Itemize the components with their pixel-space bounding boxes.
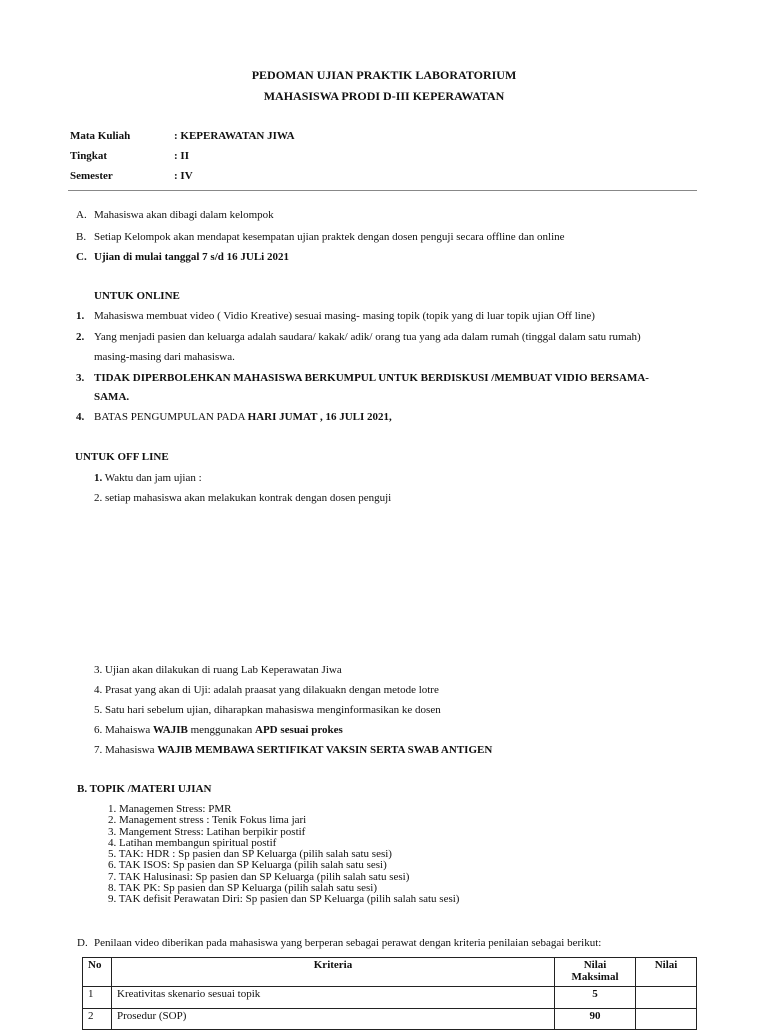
section-d-text: Penilaan video diberikan pada mahasiswa yang berperan sebagai perawat dengan kriteria penilaian sebagai berikut:: [94, 937, 602, 949]
offline-item-4: [94, 684, 439, 696]
offline-item-5-num: 5.: [94, 704, 103, 716]
row-max: 5: [555, 987, 636, 1009]
offline-item-5-text: Satu hari sebelum ujian, diharapkan mahasiswa menginformasikan ke dosen: [102, 704, 441, 716]
table-header-row: [83, 958, 697, 987]
item-c-text: Ujian di mulai tanggal 7 s/d 16 JULi 2021: [94, 251, 289, 263]
offline-item-2: [94, 492, 391, 504]
online-item-3-text-cont: SAMA.: [94, 391, 130, 403]
section-d-marker: D.: [77, 937, 88, 949]
topik-item: 4. Latihan membangun spiritual postif: [108, 836, 277, 849]
document-title-line1: PEDOMAN UJIAN PRAKTIK LABORATORIUM: [251, 68, 517, 82]
offline-item-4-num: 4.: [94, 684, 103, 696]
row-max: 90: [555, 1009, 636, 1030]
header-no: No: [83, 958, 112, 987]
online-item-4-text: [94, 411, 392, 423]
online-item-1-text: Mahasiswa membuat video ( Vidio Kreative) sesuai masing- masing topik (topik yang di luar topik ujian Off line): [94, 310, 595, 322]
header-kriteria: Kriteria: [112, 958, 555, 987]
meta-value-semester: : IV: [174, 170, 193, 182]
header-nilai-maksimal: [555, 958, 636, 987]
offline-item-1-text: Waktu dan jam ujian :: [102, 472, 202, 484]
row-nilai: [636, 987, 697, 1009]
table-row: [83, 987, 697, 1009]
topik-heading: B. TOPIK /MATERI UJIAN: [77, 783, 212, 795]
topik-item: 6. TAK ISOS: Sp pasien dan SP Keluarga (pilih salah satu sesi): [108, 859, 387, 872]
offline-item-1: [94, 472, 202, 484]
offline-item-6-text: Mahaiswa: [102, 724, 153, 736]
offline-item-4-text: Prasat yang akan di Uji: adalah praasat yang dilakuakn dengan metode lotre: [102, 684, 439, 696]
row-no: 2: [83, 1009, 112, 1030]
meta-label-mata-kuliah: Mata Kuliah: [70, 130, 131, 142]
online-item-1-num: 1.: [76, 310, 85, 322]
online-heading: UNTUK ONLINE: [94, 290, 180, 302]
offline-item-2-num: 2.: [94, 492, 103, 504]
meta-label-semester: Semester: [70, 170, 113, 182]
offline-item-3: [94, 664, 342, 676]
item-b-text: Setiap Kelompok akan mendapat kesempatan ujian praktek dengan dosen penguji secara offline dan online: [94, 231, 565, 243]
offline-item-1-num: 1.: [94, 472, 103, 484]
meta-label-tingkat: Tingkat: [70, 150, 108, 162]
item-a-marker: A.: [76, 209, 87, 221]
topik-item: 8. TAK PK: Sp pasien dan SP Keluarga (pilih salah satu sesi): [108, 882, 378, 895]
item-b-marker: B.: [76, 231, 87, 243]
table-row: [83, 1009, 697, 1030]
online-item-3-num: 3.: [76, 372, 85, 384]
online-item-4-deadline: HARI JUMAT , 16 JULI 2021,: [247, 411, 392, 423]
item-a-text: Mahasiswa akan dibagi dalam kelompok: [94, 209, 274, 221]
criteria-table: [82, 957, 697, 1030]
topik-item: 2. Management stress : Tenik Fokus lima jari: [108, 814, 307, 827]
row-kriteria: Prosedur (SOP): [112, 1009, 555, 1030]
offline-item-6: [94, 724, 343, 736]
online-item-4-num: 4.: [76, 411, 85, 423]
offline-item-3-text: Ujian akan dilakukan di ruang Lab Keperawatan Jiwa: [102, 664, 342, 676]
topik-item: 9. TAK defisit Perawatan Diri: Sp pasien dan SP Keluarga (pilih salah satu sesi): [108, 893, 460, 906]
meta-value-tingkat: : II: [174, 150, 189, 162]
online-item-4-plain: BATAS PENGUMPULAN PADA: [94, 411, 248, 423]
offline-item-6-text2: menggunakan: [187, 724, 256, 736]
offline-heading: UNTUK OFF LINE: [75, 451, 169, 463]
header-divider: [68, 190, 697, 191]
online-item-2-text: Yang menjadi pasien dan keluarga adalah saudara/ kakak/ adik/ orang tua yang ada dalam rumah (tinggal dalam satu rumah): [94, 331, 641, 343]
item-c-marker: C.: [76, 251, 87, 263]
online-item-2-text-cont: masing-masing dari mahasiswa.: [94, 351, 235, 363]
offline-item-7-num: 7.: [94, 744, 103, 756]
row-kriteria: Kreativitas skenario sesuai topik: [112, 987, 555, 1009]
offline-item-5: [94, 704, 441, 716]
offline-item-2-text: setiap mahasiswa akan melakukan kontrak dengan dosen penguji: [102, 492, 392, 504]
header-nilai-maksimal-l2: Maksimal: [571, 971, 619, 983]
offline-item-7: [94, 744, 492, 756]
offline-item-3-num: 3.: [94, 664, 103, 676]
topik-item: 5. TAK: HDR : Sp pasien dan SP Keluarga (pilih salah satu sesi): [108, 848, 392, 861]
topik-list: [108, 804, 459, 906]
row-no: 1: [83, 987, 112, 1009]
topik-item: 1. Managemen Stress: PMR: [108, 803, 232, 815]
topik-item: 3. Mangement Stress: Latihan berpikir postif: [108, 825, 306, 838]
offline-item-6-apd: APD sesuai prokes: [255, 724, 343, 736]
header-nilai-maksimal-l1: Nilai: [583, 959, 607, 971]
offline-item-7-text: Mahasiswa: [102, 744, 158, 756]
document-title-line2: MAHASISWA PRODI D-III KEPERAWATAN: [263, 89, 505, 103]
offline-item-6-num: 6.: [94, 724, 103, 736]
online-item-2-num: 2.: [76, 331, 85, 343]
header-nilai: Nilai: [636, 958, 697, 987]
meta-value-mata-kuliah: : KEPERAWATAN JIWA: [174, 130, 295, 142]
row-nilai: [636, 1009, 697, 1030]
offline-item-7-bold: WAJIB MEMBAWA SERTIFIKAT VAKSIN SERTA SWAB ANTIGEN: [157, 744, 493, 756]
online-item-3-text: TIDAK DIPERBOLEHKAN MAHASISWA BERKUMPUL UNTUK BERDISKUSI /MEMBUAT VIDIO BERSAMA-: [94, 372, 649, 384]
offline-item-6-wajib: WAJIB: [152, 724, 188, 736]
topik-item: 7. TAK Halusinasi: Sp pasien dan SP Keluarga (pilih salah satu sesi): [108, 870, 410, 883]
